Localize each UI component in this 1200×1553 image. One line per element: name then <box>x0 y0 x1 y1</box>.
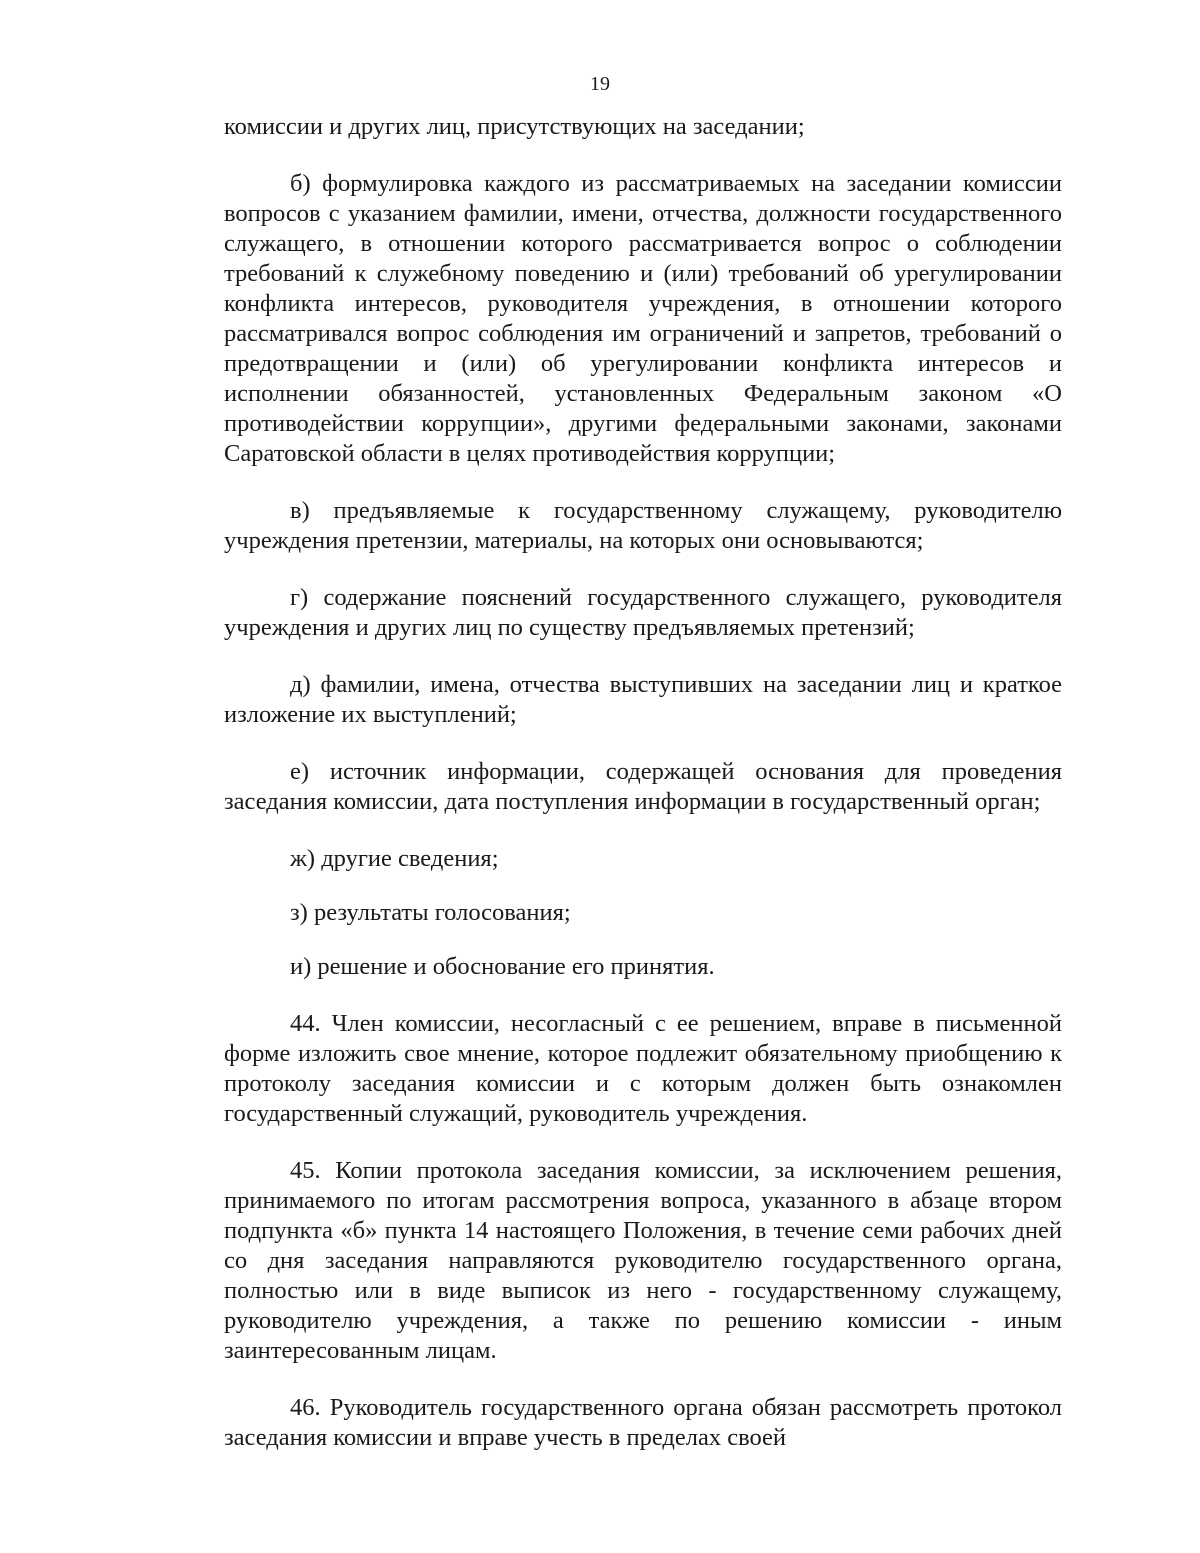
paragraph-point-45: 45. Копии протокола заседания комиссии, за исключением решения, принимаемого по итогам рассмотрения вопроса, указанного в абзаце втором подпункта «б» пункта 14 настоящего Положения, в течение семи рабочих дней со дня заседания направляются руководителю государственного органа, полностью или в виде выписок из него - государственному служащему, руководителю учреждения, а также по решению комиссии - иным заинтересованным лицам. <box>224 1157 1062 1364</box>
paragraph-point-46: 46. Руководитель государственного органа обязан рассмотреть протокол заседания комиссии и вправе учесть в пределах своей <box>224 1394 1062 1451</box>
paragraph-item-i: и) решение и обоснование его принятия. <box>290 953 715 980</box>
document-body <box>224 112 1062 1480</box>
paragraph-continuation: комиссии и других лиц, присутствующих на заседании; <box>224 113 805 140</box>
paragraph-item-v: в) предъявляемые к государственному служащему, руководителю учреждения претензии, материалы, на которых они основываются; <box>224 497 1062 554</box>
paragraph-point-44: 44. Член комиссии, несогласный с ее решением, вправе в письменной форме изложить свое мнение, которое подлежит обязательному приобщению к протоколу заседания комиссии и с которым должен быть ознакомлен государственный служащий, руководитель учреждения. <box>224 1010 1062 1127</box>
paragraph-item-zh: ж) другие сведения; <box>290 845 499 872</box>
paragraph-item-e: е) источник информации, содержащей основания для проведения заседания комиссии, дата поступления информации в государственный орган; <box>224 758 1062 815</box>
paragraph-item-d: д) фамилии, имена, отчества выступивших на заседании лиц и краткое изложение их выступлений; <box>224 671 1062 728</box>
paragraph-item-g: г) содержание пояснений государственного служащего, руководителя учреждения и других лиц по существу предъявляемых претензий; <box>224 584 1062 641</box>
paragraph-item-z: з) результаты голосования; <box>290 899 571 926</box>
page-number: 19 <box>590 73 610 95</box>
paragraph-item-b: б) формулировка каждого из рассматриваемых на заседании комиссии вопросов с указанием фамилии, имени, отчества, должности государственного служащего, в отношении которого рассматривается вопрос о соблюдении требований к служебному поведению и (или) требований об урегулировании конфликта интересов, руководителя учреждения, в отношении которого рассматривался вопрос соблюдения им ограничений и запретов, требований о предотвращении и (или) об урегулировании конфликта интересов и исполнении обязанностей, установленных Федеральным законом «О противодействии коррупции», другими федеральными законами, законами Саратовской области в целях противодействия коррупции; <box>224 170 1062 467</box>
